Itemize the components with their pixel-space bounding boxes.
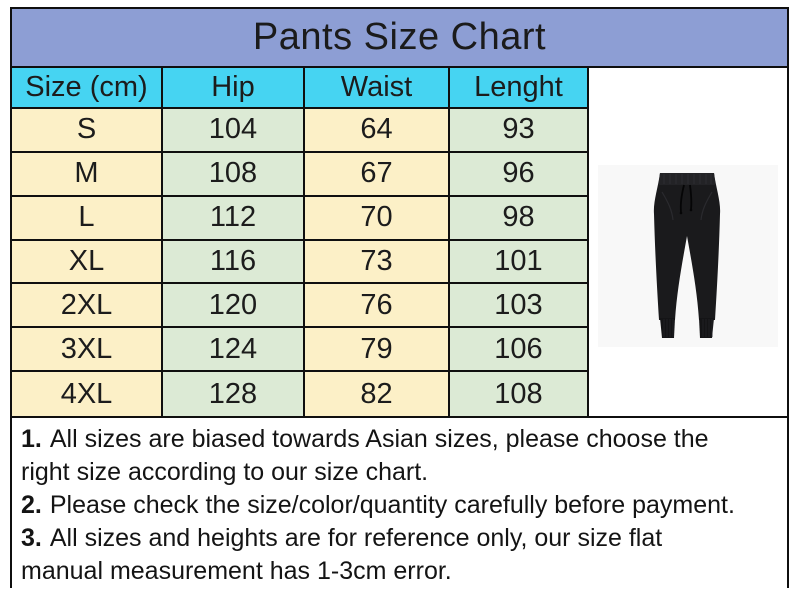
note-item [21,522,721,588]
length-cell: 96 [450,153,589,197]
note-number: 1. [21,425,42,453]
hip-cell: 124 [163,328,305,372]
column-header-size: Size (cm) [12,68,163,109]
length-cell: 98 [450,197,589,241]
note-text: Please check the size/color/quantity carefully before payment. [49,491,735,519]
hip-cell: 116 [163,241,305,285]
hip-cell: 128 [163,372,305,416]
length-cell: 93 [450,109,589,153]
size-cell: L [12,197,163,241]
hip-cell: 108 [163,153,305,197]
note-text: All sizes are biased towards Asian sizes, please choose the right size according to our size chart. [21,425,709,486]
waist-cell: 67 [305,153,450,197]
hip-cell: 112 [163,197,305,241]
column-header-waist: Waist [305,68,450,109]
size-cell: XL [12,241,163,285]
column-header-length: Lenght [450,68,589,109]
chart-title-bar [12,9,787,68]
waist-cell: 64 [305,109,450,153]
size-cell: S [12,109,163,153]
size-cell: 3XL [12,328,163,372]
black-jogger-pants-image [648,172,726,340]
column-header-hip: Hip [163,68,305,109]
size-cell: 4XL [12,372,163,416]
table-and-photo-row [12,68,787,416]
size-table [12,68,589,416]
note-number: 3. [21,524,42,552]
length-cell: 103 [450,284,589,328]
length-cell: 108 [450,372,589,416]
note-item [21,489,778,522]
waist-cell: 76 [305,284,450,328]
page-title: Pants Size Chart [252,16,547,58]
note-text: All sizes and heights are for reference only, our size flat manual measurement has 1-3cm error. [21,524,663,585]
size-chart-panel [10,7,789,588]
waist-cell: 79 [305,328,450,372]
note-item [21,423,763,489]
size-cell: M [12,153,163,197]
hip-cell: 120 [163,284,305,328]
waist-cell: 82 [305,372,450,416]
length-cell: 101 [450,241,589,285]
sizing-notes [12,416,787,588]
length-cell: 106 [450,328,589,372]
size-cell: 2XL [12,284,163,328]
product-photo-panel [589,68,787,416]
product-photo [598,165,778,347]
note-number: 2. [21,491,42,519]
hip-cell: 104 [163,109,305,153]
waist-cell: 73 [305,241,450,285]
waist-cell: 70 [305,197,450,241]
